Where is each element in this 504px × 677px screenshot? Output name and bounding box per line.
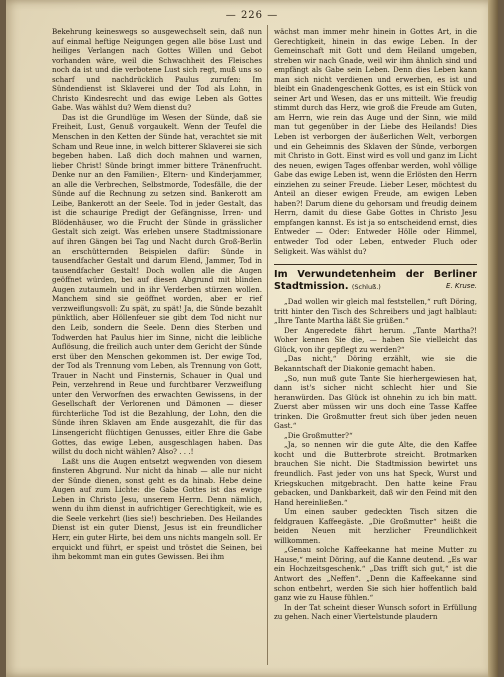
article-paragraph-3: „Das nicht,“ Döring erzählt, wie sie die Bekanntschaft der Diakonie gemacht haben.: [274, 354, 477, 373]
article-paragraph-7: Um einen sauber gedeckten Tisch sitzen die feldgrauen Kaffeegäste. „Die Großmutter“ heißt die beiden Neuen mit herzlicher Freundlichkeit willkommen.: [274, 507, 477, 545]
article-paragraph-5: „Die Großmutter?“: [284, 430, 353, 440]
article-paragraph-9: In der Tat scheint dieser Wunsch sofort in Erfüllung zu gehen. Nach einer Viertelstunde plaudern: [274, 602, 477, 622]
article-subtitle: (Schluß.): [351, 282, 381, 291]
page-number: — 226 —: [225, 10, 279, 21]
left-paragraph-3: Laßt uns die Augen entsetzt wegwenden von diesem finsteren Abgrund. Nur nicht da hinab — alle nur nicht der Sünde dienen, sonst geht es da hinab. Hebe deine Augen auf zum Lichte: die Gabe Gottes ist das ewige Leben in Christo Jesu, unserem Herrn. Denn nämlich, wenn du ihm dienst in aufrichtiger Gerechtigkeit, wie es die Seele verkehrt (lies sie!) beschrieben. Des Heilandes Dienst ist ein guter Dienst, Jesus ist ein freundlicher Herr, ein guter Hirte, bei dem uns nichts mangeln soll. Er erquickt und führt, er speist und tröstet die Seinen, bei ihm bekommt man ein gutes Gewissen. Bei ihm: [52, 456, 262, 562]
left-paragraph-2: Das ist die Grundlüge im Wesen der Sünde, daß sie Freiheit, Lust, Genuß vorgaukelt. Wenn der Teufel die Menschen in den Ketten der Sünde hat, verachtet sie mit Scham und Reue inne, in welch bitterer Sklaverei sie sich begeben haben. Laß dich doch mahnen und warnen, lieber Christ! Sünde bringt immer bittere Tränenfrucht. Denke nur an den Familien-, Eltern- und Kinderjammer, an alle die Verbrechen, Selbstmorde, Todesfälle, die der Sünde auf die Rechnung zu setzen sind. Bankerott am Leibe, Bankerott an der Seele. Tod in jeder Gestalt, das ist die schaurige Predigt der Gefängnisse, Irren- und Blödenhäuser, wo die Frucht der Sünde in grässlicher Gestalt sich zeigt. Was erleben unsere Stadtmissionare auf ihren Gängen bei Tag und Nacht durch Groß-Berlin an erschütternden Beispielen dafür: Sünde in tausendfacher Gestalt und darum Elend, Jammer, Tod in tausendfacher Gestalt! Doch wollen alle die Augen geöffnet würden, bei auf diesen Abgrund mit blinden Augen zutaumeln und in ihr Verderben stürzen wollen. Manchem sind sie geöffnet worden, aber er rief verzweiflungsvoll: Zu spät, zu spät! Ja, die Sünde bezahlt pünktlich, aber Höllenfeuer sie gibt dem Tod nicht nur den Leib, sondern die Seele. Denn dies Sterben und Todwerden hat Paulus hier im Sinne, nicht die leibliche Auflösung, die freilich auch unter dem Gericht der Sünde erst über den Menschen gekommen ist. Der ewige Tod, der Tod als Trennung vom Leben, als Trennung von Gott, Trauer in Nacht und Finsternis, Schauer in Qual und Pein, verzehrend in Reue und furchtbarer Verzweiflung unter den Verworfnen des erwachten Gewissens, in der Gesellschaft der Verlorenen und Dämonen — dieser fürchterliche Tod ist die Bezahlung, der Lohn, den die Sünde ihren Sklaven am Ende ausgezahlt, die für das Linsengericht flüchtigen Genusses, eitler Ehre die Gabe Gottes, das ewige Leben, ausgeschlagen haben. Das willst du doch nicht wählen? Also? . . .!: [52, 112, 262, 457]
left-column: [52, 27, 262, 562]
article-heading: [274, 264, 477, 293]
book-page: [6, 0, 498, 677]
book-binding-edge: [488, 0, 498, 677]
right-paragraph-1: wächst man immer mehr hinein in Gottes Art, in die Gerechtigkeit, hinein in das ewige Leben. In der Gemeinschaft mit Gott und dem Heiland umgeben, streben wir nach Gnade, weil wir ihm ähnlich sind und empfängt als Gabe sein Leben. Denn dies Leben kann man sich nicht verdienen und erwerben, es ist und bleibt ein Gnadengeschenk Gottes, es ist ein Stück von seiner Art und Wesen, das er uns mitteilt. Wie freudig stimmt durch das Herz, wie groß die Freude am Guten, am Herrn, wie rein das Auge und der Sinn, wie mild man tut gegenüber in der Liebe des Heilands! Dies Leben ist verborgen der äußerlichen Welt, verborgen und ein Geheimnis des Sklaven der Sünde, verborgen mit Christo in Gott. Einst wird es voll und ganz im Licht des neuen, ewigen Tages offenbar werden, wohl völlige Gabe das ewige Leben ist, wenn die Erlösten den Herrn einziehen zu seiner Freude. Lieber Leser, möchtest du Anteil an dieser ewigen Freude, am ewigen Leben haben?! Darum diene du gehorsam und freudig deinem Herrn, damit du diese Gabe Gottes in Christo Jesu empfangen kannst. Es ist ja so entscheidend ernst, dies Entweder — Oder: Entweder Hölle oder Himmel, entweder Tod oder Leben, entweder Fluch oder Seligkeit. Was wählst du?: [274, 27, 478, 256]
article-author: E. Kruse.: [446, 281, 477, 290]
article-paragraph-6: „Ja, so nennen wir die gute Alte, die den Kaffee kocht und die Butterbrote streicht. Brotmarken brauchen Sie nicht. Die Stadtmission bewirtet uns freundlich. Fast jeder von uns hat Speck, Wurst und Kriegskuchen mitgebracht. Den hatte keine Frau gebacken, und Dankbarkeit, daß wir den Feind mit den Hand hereinließen.“: [274, 440, 477, 507]
article-paragraph-4: „So, nun muß gute Tante Sie hierhergewiesen hat, dann ist's sicher nicht schlecht hier und Sie heranwürden. Das Glück ist ohnehin zu ich bin matt. Zuerst aber müssen wir uns doch eine Tasse Kaffee trinken. Die Großmutter freut sich über jeden neuen Gast.“: [274, 373, 477, 431]
column-divider: [267, 25, 268, 665]
left-paragraph-1: Bekehrung keineswegs so ausgewechselt sein, daß nun auf einmal heftige Neigungen gegen alle böse Lust und heiliges Verlangen nach Gottes Willen und Gebot vorhanden wäre, weil die Schwachheit des Fleisches noch da ist und die verbotene Lust sich regt, muß uns so scharf und nachdrücklich Paulus zurufen: Im Sündendienst ist Sklaverei und der Tod als Lohn, in Christo Kindesrecht und das ewige Leben als Gottes Gabe. Was wählst du? Wem dienst du?: [52, 27, 262, 113]
article-paragraph-8: „Genau solche Kaffeekanne hat meine Mutter zu Hause,“ meint Döring, auf die Kanne deutend. „Es war ein Hochzeitsgeschenk.“ „Das trifft sich gut,“ ist die Antwort des „Neffen“. „Denn die Kaffeekanne sind schon entbehrt, werden Sie sich hier hoffentlich bald ganz wie zu Hause fühlen.“: [274, 545, 477, 603]
right-column: [274, 27, 477, 622]
article-paragraph-2: Der Angeredete fährt herum. „Tante Martha?! Woher kennen Sie die, — haben Sie vielleicht das Glück, von ihr gepflegt zu werden?“: [274, 325, 477, 354]
article-paragraph-1: „Dad wollen wir gleich mal feststellen,“ ruft Döring, tritt hinter den Tisch des Schreibers und jagt halblaut: „Ihre Tante Martha läßt Sie grüßen.“: [274, 297, 477, 326]
article-title: Im Verwundetenheim der Berliner Stadtmission.: [274, 269, 477, 292]
